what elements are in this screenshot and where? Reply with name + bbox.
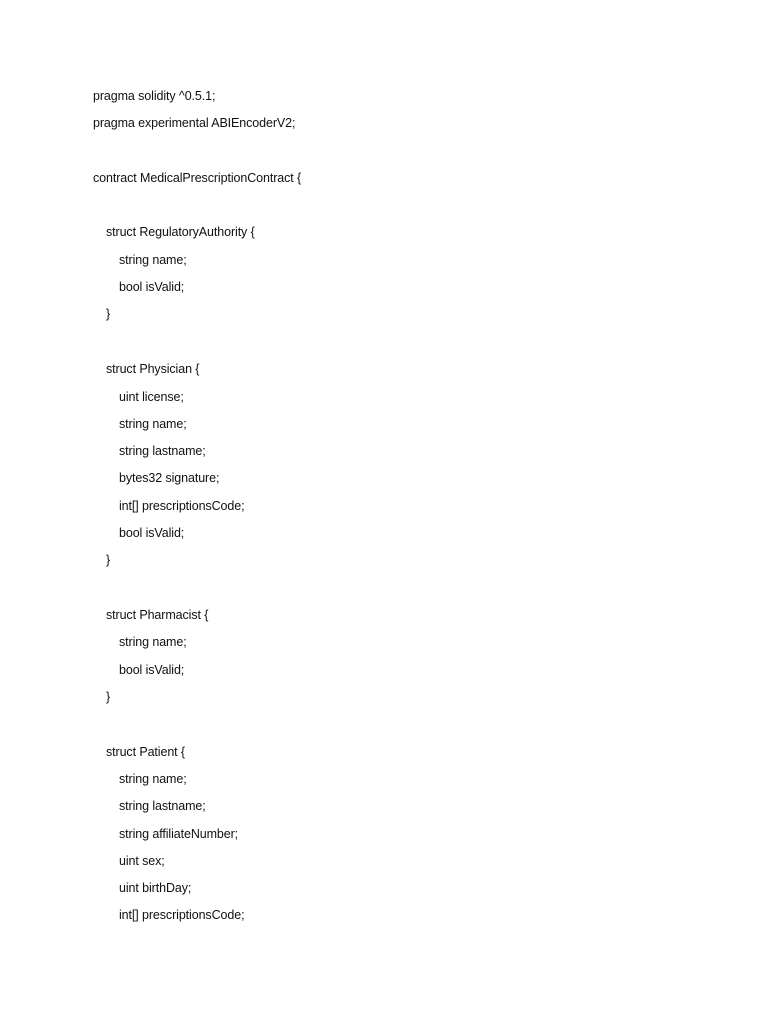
- code-line: uint birthDay;: [119, 881, 192, 895]
- code-line: uint sex;: [119, 854, 165, 868]
- code-line: int[] prescriptionsCode;: [119, 499, 245, 513]
- code-line: struct Pharmacist {: [106, 608, 209, 622]
- code-line: struct Physician {: [106, 362, 200, 376]
- code-line: }: [106, 553, 111, 567]
- code-line: bytes32 signature;: [119, 471, 220, 485]
- code-line: bool isValid;: [119, 280, 185, 294]
- code-line: bool isValid;: [119, 526, 185, 540]
- code-line: uint license;: [119, 390, 184, 404]
- code-line: string name;: [119, 417, 187, 431]
- code-line: }: [106, 307, 111, 321]
- code-line: string affiliateNumber;: [119, 827, 239, 841]
- code-line: string name;: [119, 253, 187, 267]
- code-line: contract MedicalPrescriptionContract {: [93, 171, 302, 185]
- code-line: struct Patient {: [106, 745, 185, 759]
- code-line: bool isValid;: [119, 663, 185, 677]
- code-line: int[] prescriptionsCode;: [119, 908, 245, 922]
- code-line: string lastname;: [119, 444, 206, 458]
- code-line: struct RegulatoryAuthority {: [106, 225, 255, 239]
- code-line: }: [106, 690, 111, 704]
- code-line: string name;: [119, 635, 187, 649]
- code-line: pragma experimental ABIEncoderV2;: [93, 116, 296, 130]
- code-line: pragma solidity ^0.5.1;: [93, 89, 216, 103]
- code-line: string name;: [119, 772, 187, 786]
- code-line: string lastname;: [119, 799, 206, 813]
